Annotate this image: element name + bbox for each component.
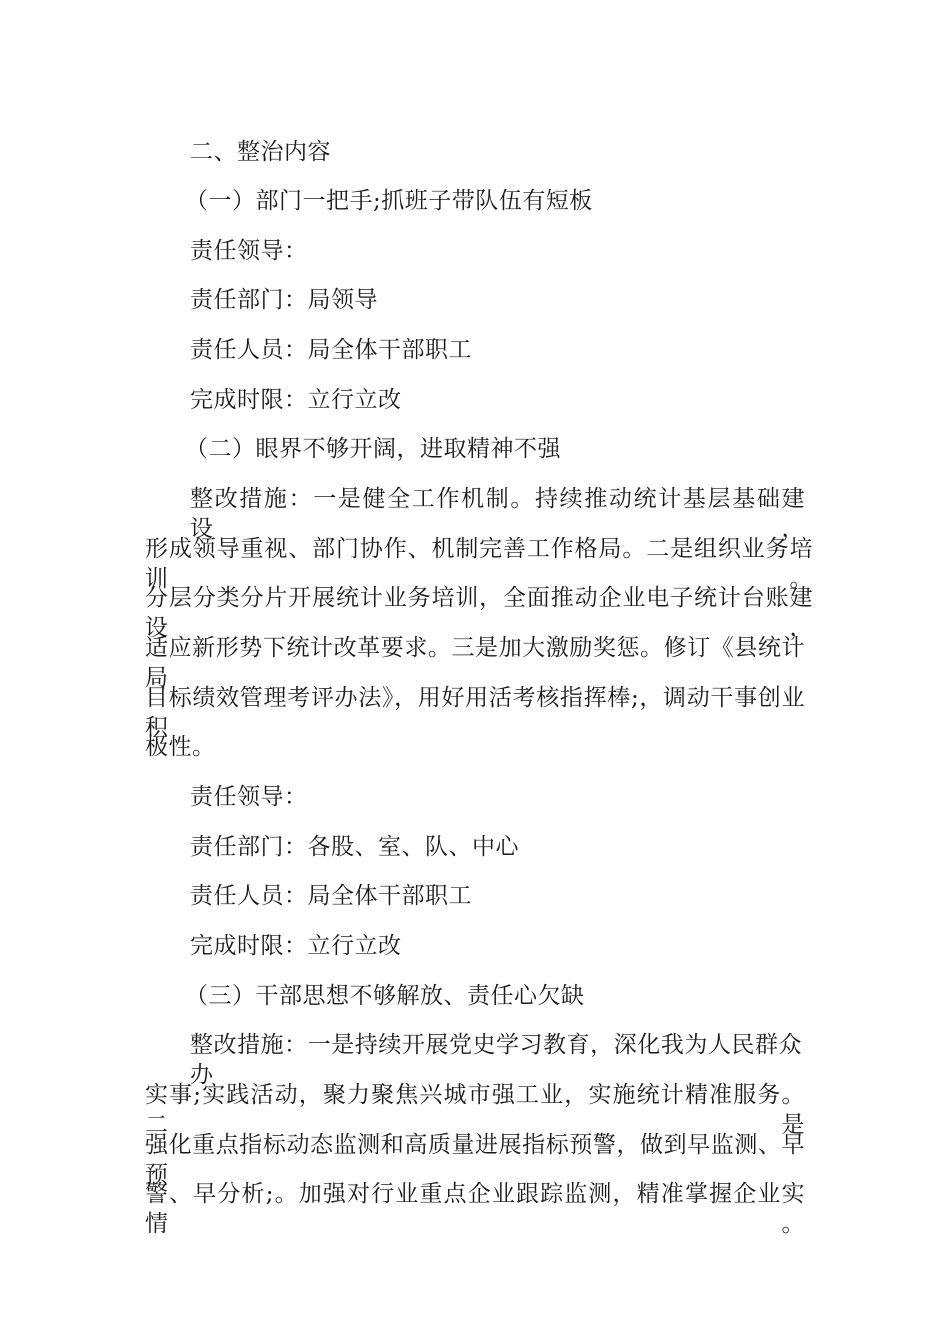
measures-2-line-6: 极性。: [145, 734, 216, 760]
responsible-staff-1: 责任人员：局全体干部职工: [190, 337, 472, 363]
section-heading: 二、整治内容: [190, 139, 331, 165]
measures-3-line-3: 强化重点指标动态监测和高质量进展指标预警，做到早监测、早预: [145, 1132, 805, 1188]
measures-2-line-3: 分层分类分片开展统计业务培训，全面推动企业电子统计台账建设，: [145, 585, 813, 641]
measures-3-line-1: 整改措施：一是持续开展党史学习教育，深化我为人民群众办: [190, 1032, 802, 1088]
measures-2-line-4: 适应新形势下统计改革要求。三是加大激励奖惩。修订《县统计局: [145, 635, 805, 691]
measures-2-line-1: 整改措施：一是健全工作机制。持续推动统计基层基础建设，: [190, 486, 805, 542]
measures-2-line-5: 目标绩效管理考评办法》，用好用活考核指挥棒;，调动干事创业积: [145, 685, 805, 741]
subsection-heading-1: （一）部门一把手;抓班子带队伍有短板: [185, 188, 593, 214]
subsection-heading-2: （二）眼界不够开阔，进取精神不强: [185, 436, 561, 462]
measures-3-line-4: 警、早分析;。加强对行业重点企业跟踪监测，精准掌握企业实情。: [145, 1181, 805, 1237]
measures-2-line-2: 形成领导重视、部门协作、机制完善工作格局。二是组织业务培训。: [145, 536, 813, 592]
measures-3-line-2: 实事;实践活动，聚力聚焦兴城市强工业，实施统计精准服务。二是: [145, 1082, 805, 1138]
responsible-leader-1: 责任领导：: [190, 238, 308, 264]
responsible-department-1: 责任部门：局领导: [190, 287, 378, 313]
responsible-department-2: 责任部门：各股、室、队、中心: [190, 834, 519, 860]
deadline-1: 完成时限：立行立改: [190, 387, 402, 413]
subsection-heading-3: （三）干部思想不够解放、责任心欠缺: [185, 983, 585, 1009]
deadline-2: 完成时限：立行立改: [190, 933, 402, 959]
responsible-leader-2: 责任领导：: [190, 784, 308, 810]
responsible-staff-2: 责任人员：局全体干部职工: [190, 883, 472, 909]
